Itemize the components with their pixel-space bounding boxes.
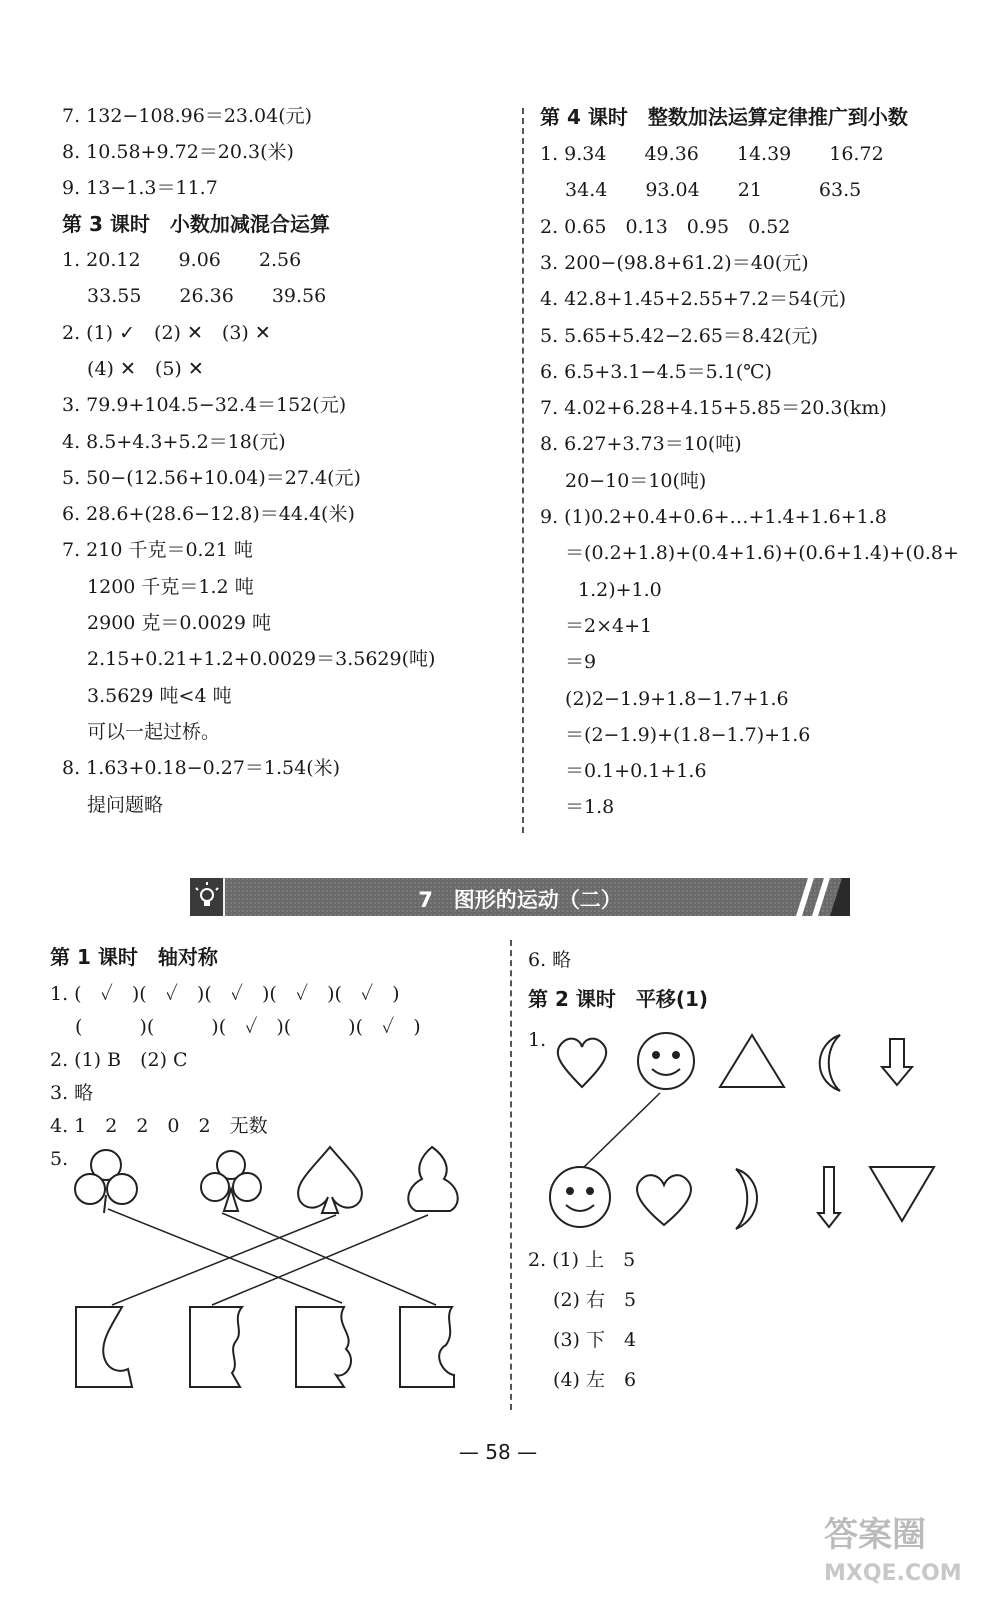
cut-card-2 <box>190 1307 242 1387</box>
answer-line: 1. 20.12 9.06 2.56 <box>62 249 302 271</box>
answer-line: ＝0.1+0.1+1.6 <box>540 760 707 783</box>
answer-line: ＝(2−1.9)+(1.8−1.7)+1.6 <box>540 723 811 746</box>
answer-line: 4. 42.8+1.45+2.55+7.2＝54(元) <box>540 288 847 311</box>
crescent-moon-icon <box>736 1169 757 1229</box>
watermark-logo <box>820 1510 980 1590</box>
answer-line: 3. 79.9+104.5−32.4＝152(元) <box>62 394 347 417</box>
lesson-title: 第 3 课时 小数加减混合运算 <box>62 212 330 236</box>
answer-line: 1. ( ✓ )( ✓ )( ✓ )( ✓ )( ✓ ) <box>50 983 400 1005</box>
lesson-title: 第 4 课时 整数加法运算定律推广到小数 <box>540 105 908 129</box>
answer-line: 5. <box>50 1148 69 1170</box>
answer-line: 7. 210 千克＝0.21 吨 <box>62 539 253 562</box>
club-icon <box>201 1151 261 1211</box>
crescent-moon-icon <box>820 1035 840 1091</box>
answer-line: 2. (1) B (2) C <box>50 1049 188 1071</box>
answer-line: 6. 28.6+(28.6−12.8)＝44.4(米) <box>62 503 355 526</box>
cut-card-3 <box>296 1307 351 1387</box>
answer-line: 1.2)+1.0 <box>540 578 662 601</box>
answer-line: 4. 1 2 2 0 2 无数 <box>50 1115 268 1137</box>
answer-line: 2900 克＝0.0029 吨 <box>62 612 271 634</box>
answer-line: (2)2−1.9+1.8−1.7+1.6 <box>540 687 789 710</box>
triangle-icon <box>720 1035 784 1087</box>
answer-line: 20−10＝10(吨) <box>540 469 707 492</box>
answer-line: 34.4 93.04 21 63.5 <box>540 179 862 202</box>
answer-line: (3) 下 4 <box>528 1329 637 1351</box>
answer-line: 8. 1.63+0.18−0.27＝1.54(米) <box>62 757 341 780</box>
answer-line: ＝9 <box>540 651 597 674</box>
column-divider <box>510 940 512 1410</box>
translation-figure <box>540 1025 960 1245</box>
page-number: — 58 — <box>458 1440 538 1464</box>
answer-line: 7. 132−108.96＝23.04(元) <box>62 105 313 127</box>
smiley-face-icon <box>550 1167 610 1227</box>
answer-line: 2. (1) ✓ (2) ✕ (3) ✕ <box>62 321 271 344</box>
cut-card-1 <box>76 1307 132 1387</box>
answer-line: 33.55 26.36 39.56 <box>62 285 327 308</box>
answer-line: ( )( )( ✓ )( )( ✓ ) <box>50 1016 421 1038</box>
clover-icon <box>75 1150 137 1213</box>
answer-line: 2. (1) 上 5 <box>528 1249 636 1271</box>
lesson-title: 第 2 课时 平移(1) <box>528 987 709 1011</box>
inverted-triangle-icon <box>870 1167 934 1221</box>
answer-line: (4) ✕ (5) ✕ <box>62 357 204 380</box>
smiley-face-icon <box>638 1033 694 1089</box>
cut-card-4 <box>400 1307 454 1387</box>
answer-line: 3. 200−(98.8+61.2)＝40(元) <box>540 251 809 274</box>
spade-icon <box>298 1147 362 1213</box>
answer-line: 9. (1)0.2+0.4+0.6+…+1.4+1.6+1.8 <box>540 506 887 528</box>
answer-line: 提问题略 <box>62 793 164 816</box>
answer-line: 7. 4.02+6.28+4.15+5.85＝20.3(km) <box>540 397 887 420</box>
section-title: 7 图形的运动（二） <box>418 888 622 912</box>
heart-icon <box>637 1175 691 1225</box>
svg-text:MXQE.COM: MXQE.COM <box>824 1561 962 1586</box>
down-arrow-icon <box>818 1167 840 1227</box>
down-arrow-icon <box>882 1039 912 1085</box>
column-divider <box>522 108 524 833</box>
answer-line: 5. 5.65+5.42−2.65＝8.42(元) <box>540 324 819 347</box>
answer-line: 8. 10.58+9.72＝20.3(米) <box>62 141 294 163</box>
answer-line: 3.5629 吨<4 吨 <box>62 684 232 707</box>
answer-line: 可以一起过桥。 <box>62 720 221 743</box>
answer-line: 6. 6.5+3.1−4.5＝5.1(℃) <box>540 360 772 383</box>
answer-line: ＝1.8 <box>540 796 615 819</box>
answer-line: (4) 左 6 <box>528 1369 637 1391</box>
answer-line: 9. 13−1.3＝11.7 <box>62 177 218 199</box>
answer-line: 3. 略 <box>50 1082 94 1104</box>
answer-line: 4. 8.5+4.3+5.2＝18(元) <box>62 430 286 453</box>
answer-line: 1200 千克＝1.2 吨 <box>62 575 254 598</box>
answer-line: (2) 右 5 <box>528 1289 637 1311</box>
answer-line: 8. 6.27+3.73＝10(吨) <box>540 433 742 456</box>
gourd-icon <box>408 1147 457 1211</box>
answer-line: ＝(0.2+1.8)+(0.4+1.6)+(0.6+1.4)+(0.8+ <box>540 542 959 565</box>
svg-text:答案圈: 答案圈 <box>824 1515 926 1555</box>
heart-icon <box>558 1039 607 1087</box>
answer-line: ＝2×4+1 <box>540 614 653 637</box>
answer-line: 2. 0.65 0.13 0.95 0.52 <box>540 215 791 238</box>
answer-line: 1. <box>528 1029 547 1051</box>
matching-figure <box>60 1135 480 1405</box>
answer-line: 6. 略 <box>528 949 572 971</box>
section-banner <box>190 878 850 916</box>
answer-line: 5. 50−(12.56+10.04)＝27.4(元) <box>62 466 361 489</box>
answer-line: 2.15+0.21+1.2+0.0029＝3.5629(吨) <box>62 648 436 671</box>
answer-line: 1. 9.34 49.36 14.39 16.72 <box>540 143 884 165</box>
lesson-title: 第 1 课时 轴对称 <box>50 945 218 969</box>
